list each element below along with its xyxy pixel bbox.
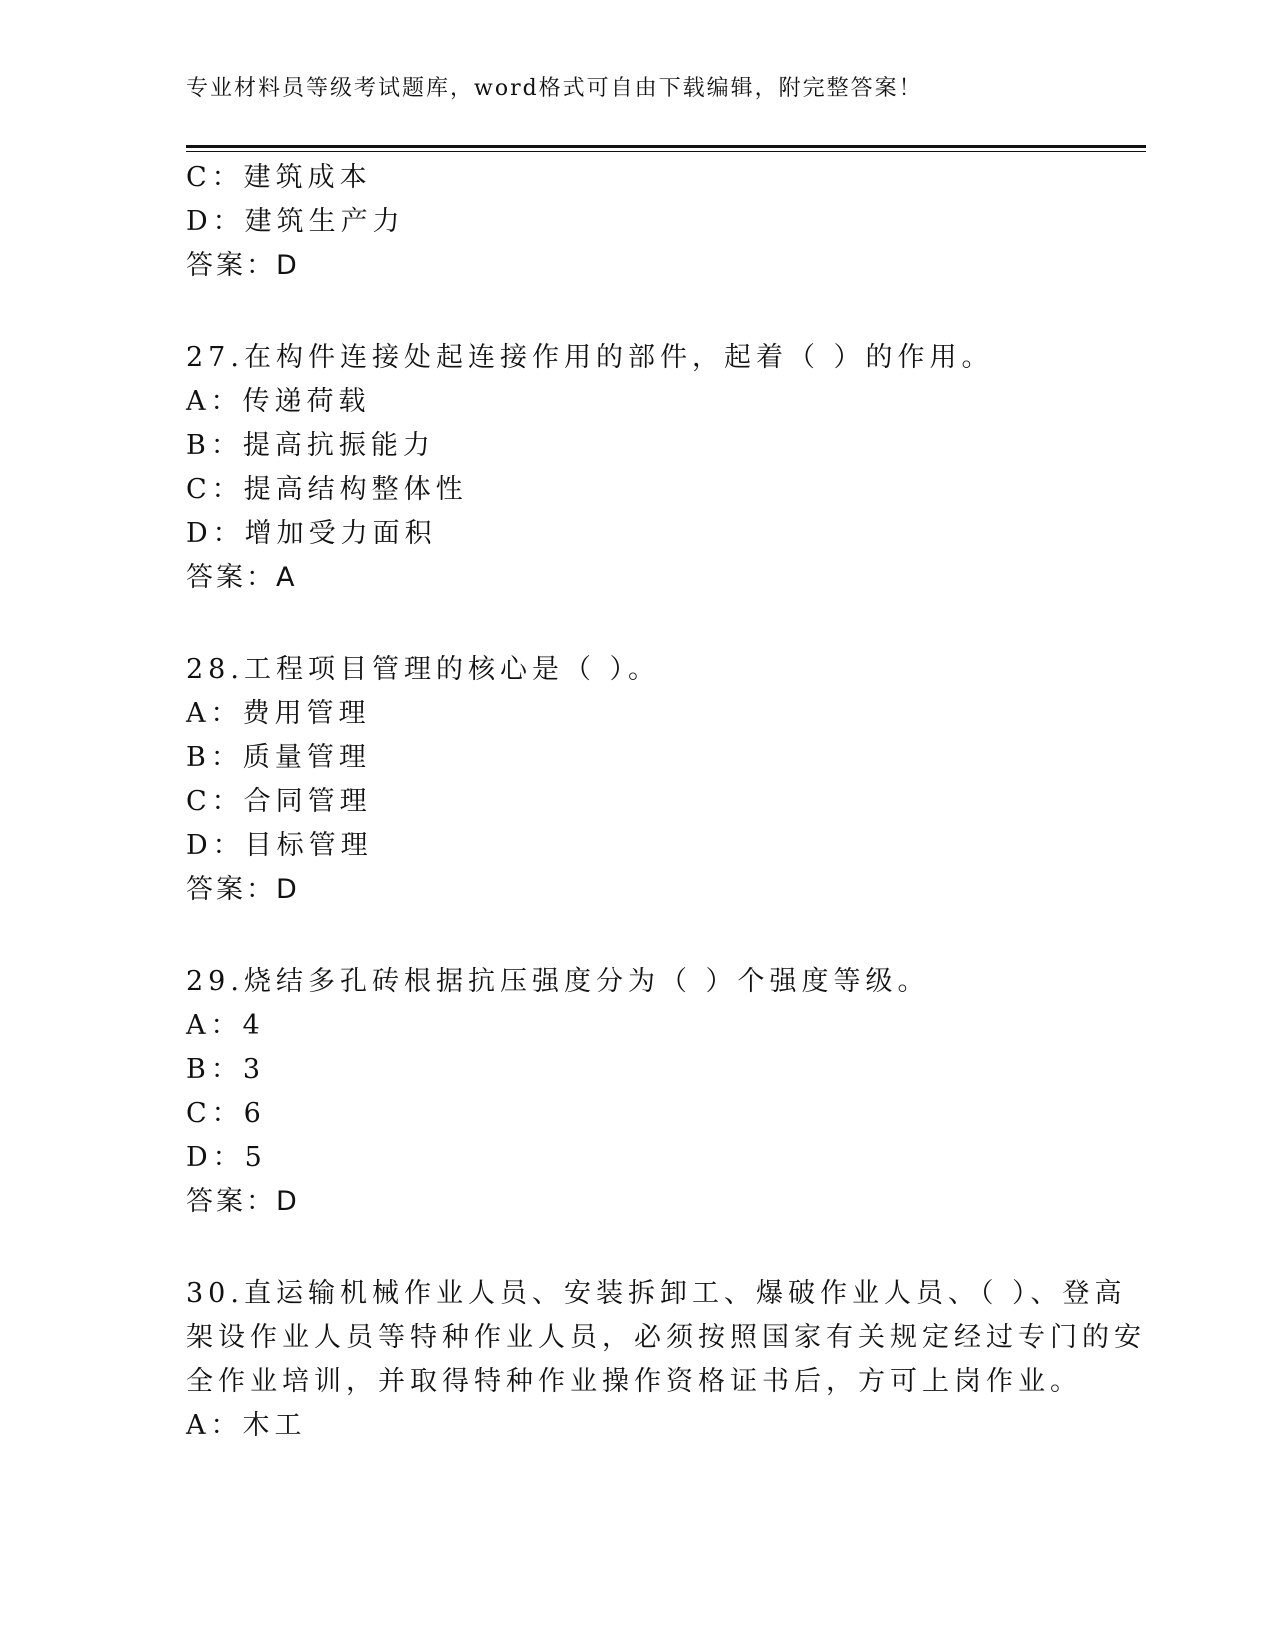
option-d: D：增加受力面积 — [186, 518, 437, 549]
header-rule-thin — [186, 151, 1146, 152]
option-b: B：提高抗振能力 — [186, 430, 435, 461]
question-stem: 30.直运输机械作业人员、安装拆卸工、爆破作业人员、（ ）、登高 — [186, 1278, 1127, 1309]
option-a: A：木工 — [186, 1410, 307, 1441]
option-b: B：质量管理 — [186, 742, 371, 773]
option-c: C：合同管理 — [186, 786, 372, 817]
page-header: 专业材料员等级考试题库，word格式可自由下载编辑，附完整答案！ — [186, 76, 923, 101]
option-d: D：5 — [186, 1142, 267, 1173]
header-rule-thick — [186, 145, 1146, 148]
option-c: C：6 — [186, 1098, 266, 1129]
option-a: A：传递荷载 — [186, 386, 371, 417]
option-a: A：费用管理 — [186, 698, 371, 729]
option-a: A：4 — [186, 1010, 265, 1041]
option-c: C：建筑成本 — [186, 162, 372, 193]
option-c: C：提高结构整体性 — [186, 474, 468, 505]
answer-line: 答案：A — [186, 562, 298, 593]
option-d: D：目标管理 — [186, 830, 373, 861]
answer-line: 答案：D — [186, 1186, 300, 1217]
option-b: B：3 — [186, 1054, 266, 1085]
question-stem-continued: 架设作业人员等特种作业人员，必须按照国家有关规定经过专门的安 — [186, 1322, 1146, 1353]
answer-line: 答案：D — [186, 874, 300, 905]
answer-line: 答案：D — [186, 250, 300, 281]
question-stem: 28.工程项目管理的核心是（ ）。 — [186, 654, 661, 685]
question-stem: 27.在构件连接处起连接作用的部件，起着（ ）的作用。 — [186, 342, 994, 373]
option-d: D：建筑生产力 — [186, 206, 405, 237]
question-stem-continued: 全作业培训，并取得特种作业操作资格证书后，方可上岗作业。 — [186, 1366, 1082, 1397]
question-stem: 29.烧结多孔砖根据抗压强度分为（ ）个强度等级。 — [186, 966, 930, 997]
